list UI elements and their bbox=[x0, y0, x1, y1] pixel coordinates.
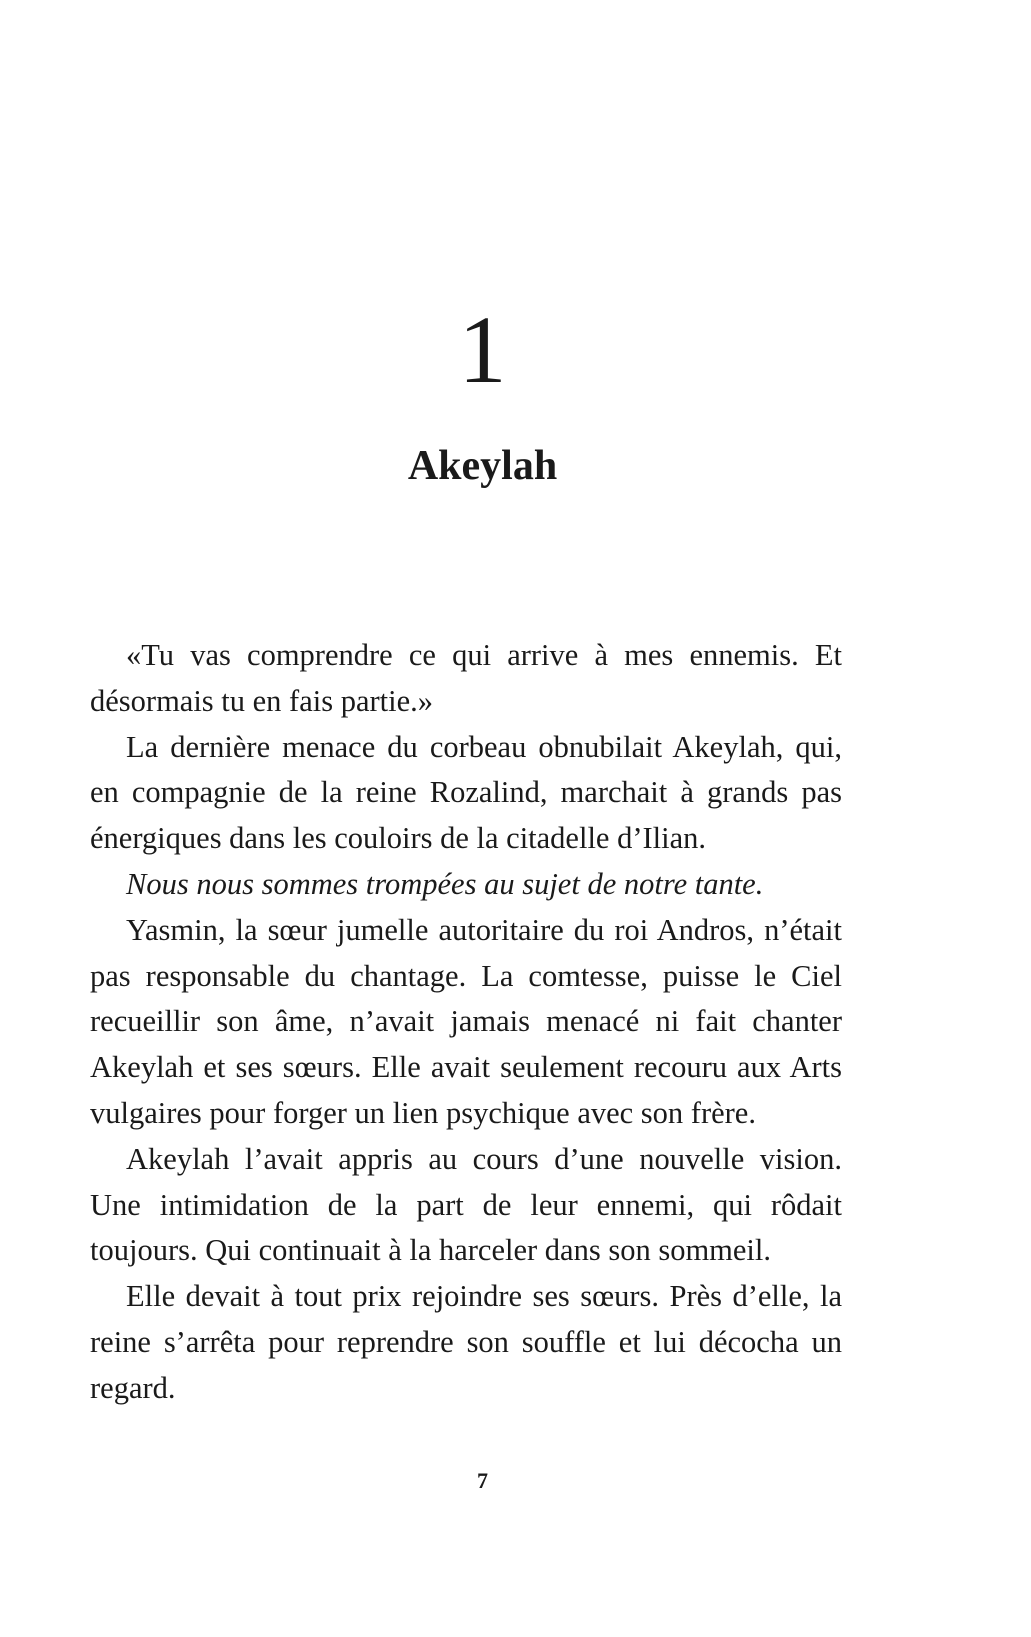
paragraph-4: Yasmin, la sœur jumelle autoritaire du roi Andros, n’était pas responsable du chantage. La comtesse, puisse le Ciel recueillir son âme, n’avait jamais menacé ni fait chanter Akeylah et ses sœurs. Elle avait seulement recouru aux Arts vulgaires pour forger un lien psychique avec son frère. bbox=[90, 912, 842, 1130]
chapter-number: 1 bbox=[458, 296, 507, 403]
chapter-body bbox=[90, 633, 842, 1412]
paragraph-3-italic-thought: Nous nous sommes trompées au sujet de notre tante. bbox=[126, 866, 764, 901]
page-number: 7 bbox=[477, 1468, 488, 1493]
chapter-title: Akeylah bbox=[407, 443, 558, 489]
paragraph-6: Elle devait à tout prix rejoindre ses sœurs. Près d’elle, la reine s’arrêta pour reprendre son souffle et lui décocha un regard. bbox=[90, 1279, 842, 1405]
paragraph-2: La dernière menace du corbeau obnubilait Akeylah, qui, en compagnie de la reine Rozalind, marchait à grands pas énergiques dans les couloirs de la citadelle d’Ilian. bbox=[90, 729, 842, 856]
paragraph-5: Akeylah l’avait appris au cours d’une nouvelle vision. Une intimidation de la part de leur ennemi, qui rôdait toujours. Qui continuait à la harceler dans son sommeil. bbox=[90, 1141, 842, 1268]
paragraph-1: «Tu vas comprendre ce qui arrive à mes ennemis. Et désormais tu en fais partie.» bbox=[90, 638, 842, 718]
